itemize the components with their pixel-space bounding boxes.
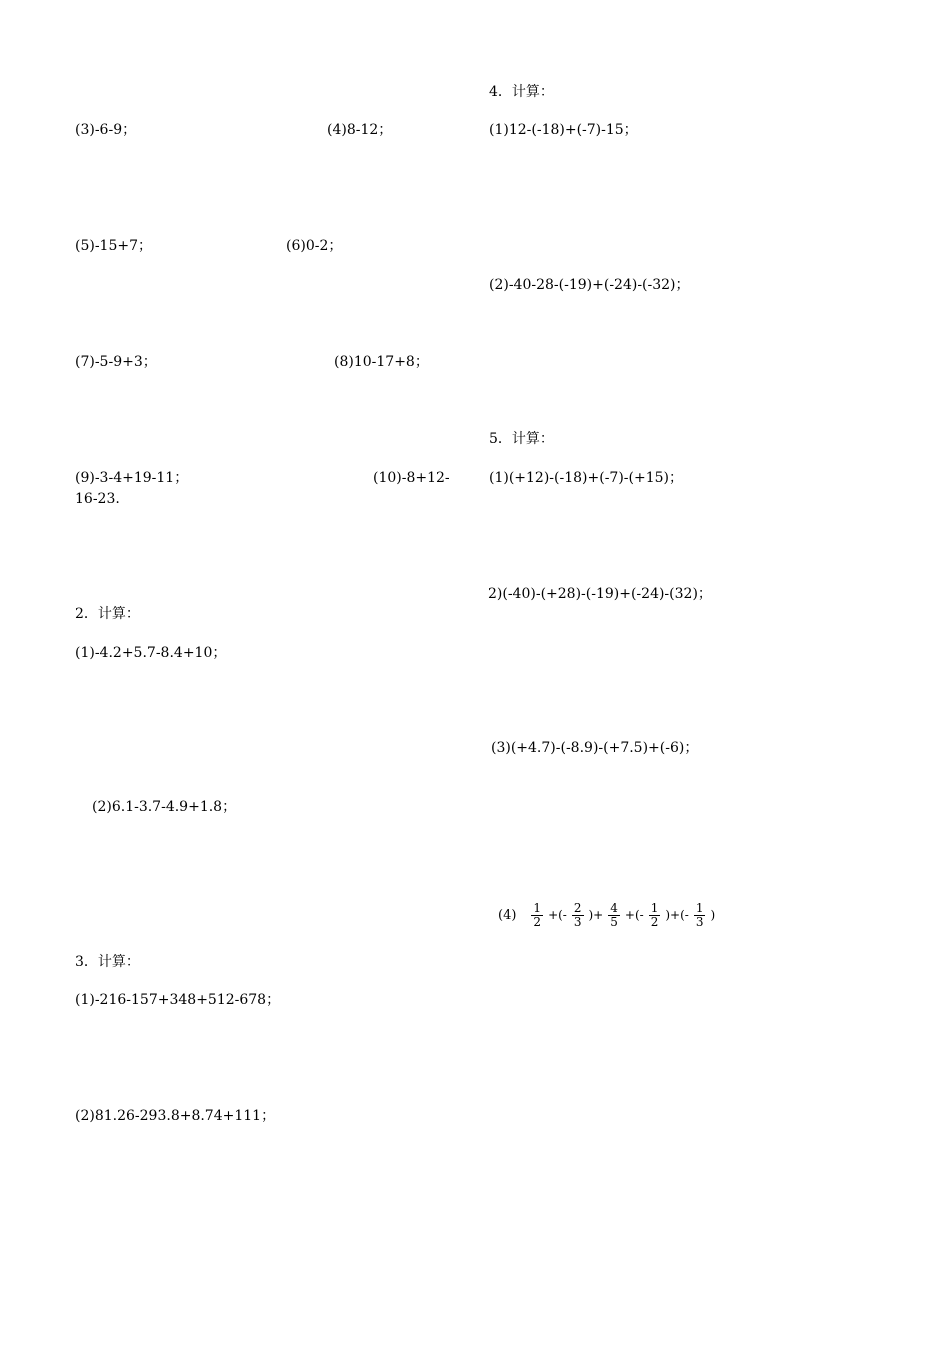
fraction-denominator: 2	[533, 914, 542, 929]
operator: +(-	[548, 908, 567, 922]
problem-5-2: 2)(-40)-(+28)-(-19)+(-24)-(32)；	[488, 586, 712, 602]
question-4-heading: 4．计算：	[489, 84, 554, 100]
fraction-numerator: 1	[695, 900, 704, 915]
problem-1-3: (3)-6-9；	[75, 122, 137, 138]
fraction-denominator: 3	[573, 914, 582, 929]
fraction-denominator: 3	[695, 914, 704, 929]
problem-4-1: (1)12-(-18)+(-7)-15；	[489, 122, 638, 138]
problem-5-1: (1)(+12)-(-18)+(-7)-(+15)；	[489, 470, 683, 486]
operator: )+	[588, 908, 604, 922]
fraction-denominator: 2	[650, 914, 659, 929]
problem-5-4-label: (4)	[498, 907, 517, 923]
problem-1-5: (5)-15+7；	[75, 238, 153, 254]
problem-1-10-line2: 16-23.	[75, 491, 120, 507]
fraction-numerator: 1	[533, 900, 542, 915]
question-2-heading: 2．计算：	[75, 606, 140, 622]
problem-1-7: (7)-5-9+3；	[75, 354, 157, 370]
fraction-numerator: 1	[650, 900, 659, 915]
problem-2-2: (2)6.1-3.7-4.9+1.8；	[92, 799, 237, 815]
problem-1-9: (9)-3-4+19-11；	[75, 470, 189, 486]
problem-1-8: (8)10-17+8；	[334, 354, 429, 370]
operator: )+(-	[665, 908, 689, 922]
problem-3-1: (1)-216-157+348+512-678；	[75, 992, 281, 1008]
problem-3-2: (2)81.26-293.8+8.74+111；	[75, 1108, 276, 1124]
operator: )	[710, 908, 716, 922]
problem-5-4	[498, 895, 717, 935]
problem-4-2: (2)-40-28-(-19)+(-24)-(-32)；	[489, 277, 690, 293]
problem-1-10-line1: (10)-8+12-	[373, 470, 450, 486]
fraction	[694, 902, 706, 929]
problem-5-3: (3)(+4.7)-(-8.9)-(+7.5)+(-6)；	[491, 740, 699, 756]
operator: +(-	[624, 908, 644, 922]
fraction-denominator: 5	[610, 914, 618, 929]
fraction	[608, 902, 620, 929]
fraction	[649, 902, 661, 929]
fraction	[531, 902, 543, 929]
question-5-heading: 5．计算：	[489, 431, 554, 447]
fraction	[572, 902, 584, 929]
problem-1-6: (6)0-2；	[286, 238, 343, 254]
problem-1-4: (4)8-12；	[327, 122, 393, 138]
fraction-numerator: 4	[610, 900, 618, 915]
question-3-heading: 3．计算：	[75, 954, 140, 970]
fraction-numerator: 2	[573, 900, 582, 915]
problem-2-1: (1)-4.2+5.7-8.4+10；	[75, 645, 227, 661]
